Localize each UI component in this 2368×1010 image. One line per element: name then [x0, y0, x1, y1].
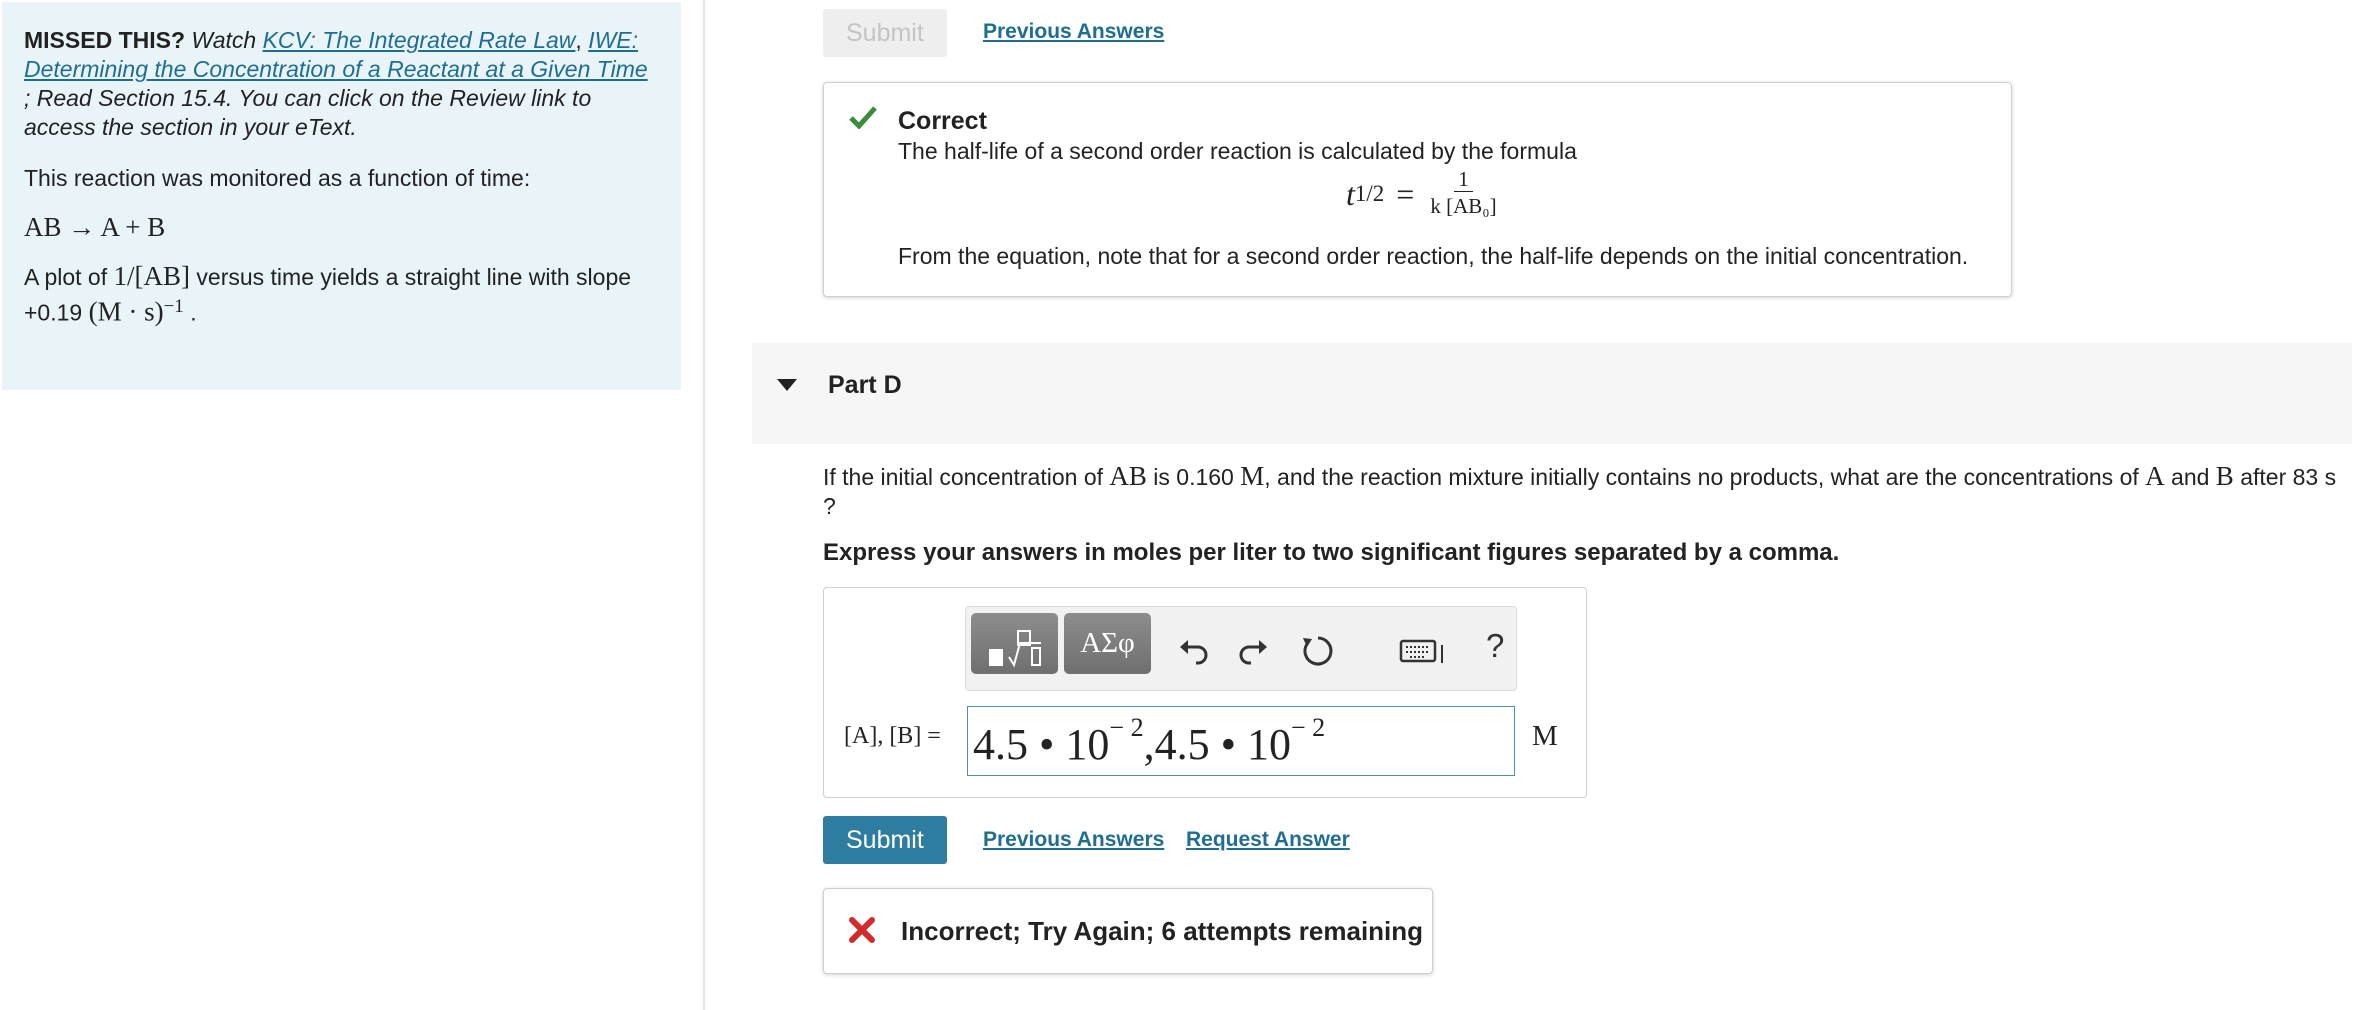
incorrect-feedback-box: [823, 888, 1433, 974]
missed-label: MISSED THIS?: [24, 27, 186, 53]
answer-part2-exponent: − 2: [1290, 713, 1326, 742]
part-d-title: Part D: [828, 371, 902, 399]
formula-lhs: t: [1346, 175, 1355, 212]
reaction-equation: AB → A + B: [24, 212, 166, 242]
question-ab: AB: [1109, 461, 1147, 491]
answer-separator: ,: [1143, 720, 1155, 769]
half-life-formula: [1346, 168, 1499, 220]
slope-value: +0.19: [24, 299, 83, 326]
question-molar: M: [1240, 461, 1265, 491]
undo-icon[interactable]: [1176, 633, 1212, 669]
formula-equals: =: [1396, 175, 1415, 212]
question-a: A: [2145, 461, 2165, 491]
formula-fraction: [1428, 168, 1498, 220]
link-iwe[interactable]: IWE: Determining the Concentration of a Reactant at a Given Time: [24, 27, 648, 82]
question-seg-2: is 0.160: [1153, 464, 1234, 490]
watch-label: Watch: [191, 27, 257, 53]
greek-symbols-button[interactable]: ΑΣφ: [1064, 613, 1151, 674]
answer-label: [A], [B] =: [844, 723, 941, 749]
help-button[interactable]: ?: [1486, 627, 1505, 664]
answer-part2-mantissa: 4.5 • 10: [1154, 720, 1291, 769]
previous-answers-link[interactable]: Previous Answers: [983, 828, 1165, 851]
question-seg-3: , and the reaction mixture initially contains no products, what are the concentrations of: [1264, 464, 2139, 490]
request-answer-link[interactable]: Request Answer: [1186, 828, 1350, 851]
question-b: B: [2215, 461, 2234, 491]
period: .: [190, 299, 197, 326]
correct-note: From the equation, note that for a second order reaction, the half-life depends on the initial concentration.: [898, 243, 1969, 269]
hint-panel: [2, 2, 681, 390]
formula-denominator: k [AB₀]: [1430, 194, 1497, 218]
submit-button[interactable]: Submit: [823, 816, 947, 864]
read-text: ; Read Section 15.4. You can click on the Review link to access the section in your eText.: [24, 85, 592, 140]
answer-box: [823, 587, 1587, 798]
answer-unit: M: [1532, 720, 1558, 752]
incorrect-x-icon: [848, 916, 876, 944]
plot-math: 1/[AB]: [113, 261, 191, 291]
answer-input[interactable]: [967, 706, 1515, 776]
submit-button-disabled[interactable]: Submit: [823, 9, 947, 57]
formula-subscript: 1/2: [1354, 181, 1385, 206]
monitored-text: This reaction was monitored as a function of time:: [24, 165, 531, 191]
math-toolbar: [965, 606, 1517, 691]
missed-paragraph: MISSED THIS? Watch KCV: The Integrated Rate Law, IWE: Determining the Concentration of a Reactant at a Given Time ; Read Section 15.4. You can click on the Review link to access the section in your eText.: [24, 27, 648, 140]
correct-title: Correct: [898, 107, 987, 135]
plot-description: [24, 262, 659, 328]
checkmark-icon: [849, 105, 877, 129]
part-d-header[interactable]: [752, 343, 2352, 444]
correct-feedback-box: [823, 82, 2012, 297]
keyboard-icon[interactable]: [1399, 633, 1449, 669]
correct-text: The half-life of a second order reaction is calculated by the formula: [898, 138, 1577, 164]
redo-icon[interactable]: [1235, 633, 1271, 669]
instruction-text: Express your answers in moles per liter to two significant figures separated by a comma.: [823, 539, 1840, 566]
slope-exponent: −1: [163, 296, 184, 317]
answer-part1-mantissa: 4.5 • 10: [973, 720, 1110, 769]
question-text: [823, 462, 2353, 521]
reset-icon[interactable]: [1300, 633, 1336, 669]
slope-units: (M · s): [88, 296, 164, 327]
question-seg-1: If the initial concentration of: [823, 464, 1103, 490]
plot-suffix: versus time yields a straight line with slope: [196, 264, 632, 290]
column-divider: [703, 0, 705, 1010]
formula-numerator: 1: [1454, 168, 1473, 192]
templates-icon: [971, 613, 1058, 674]
templates-button[interactable]: [971, 613, 1058, 674]
plot-prefix: A plot of: [24, 264, 108, 290]
link-kcv[interactable]: KCV: The Integrated Rate Law: [262, 27, 576, 53]
previous-answers-link-top[interactable]: Previous Answers: [983, 20, 1165, 43]
question-and: and: [2171, 464, 2210, 490]
collapse-caret-icon[interactable]: [776, 378, 798, 392]
answer-part1-exponent: − 2: [1109, 713, 1144, 742]
question-seg-4: after 83 s ?: [823, 464, 2337, 519]
incorrect-text: Incorrect; Try Again; 6 attempts remaining: [901, 916, 1424, 946]
